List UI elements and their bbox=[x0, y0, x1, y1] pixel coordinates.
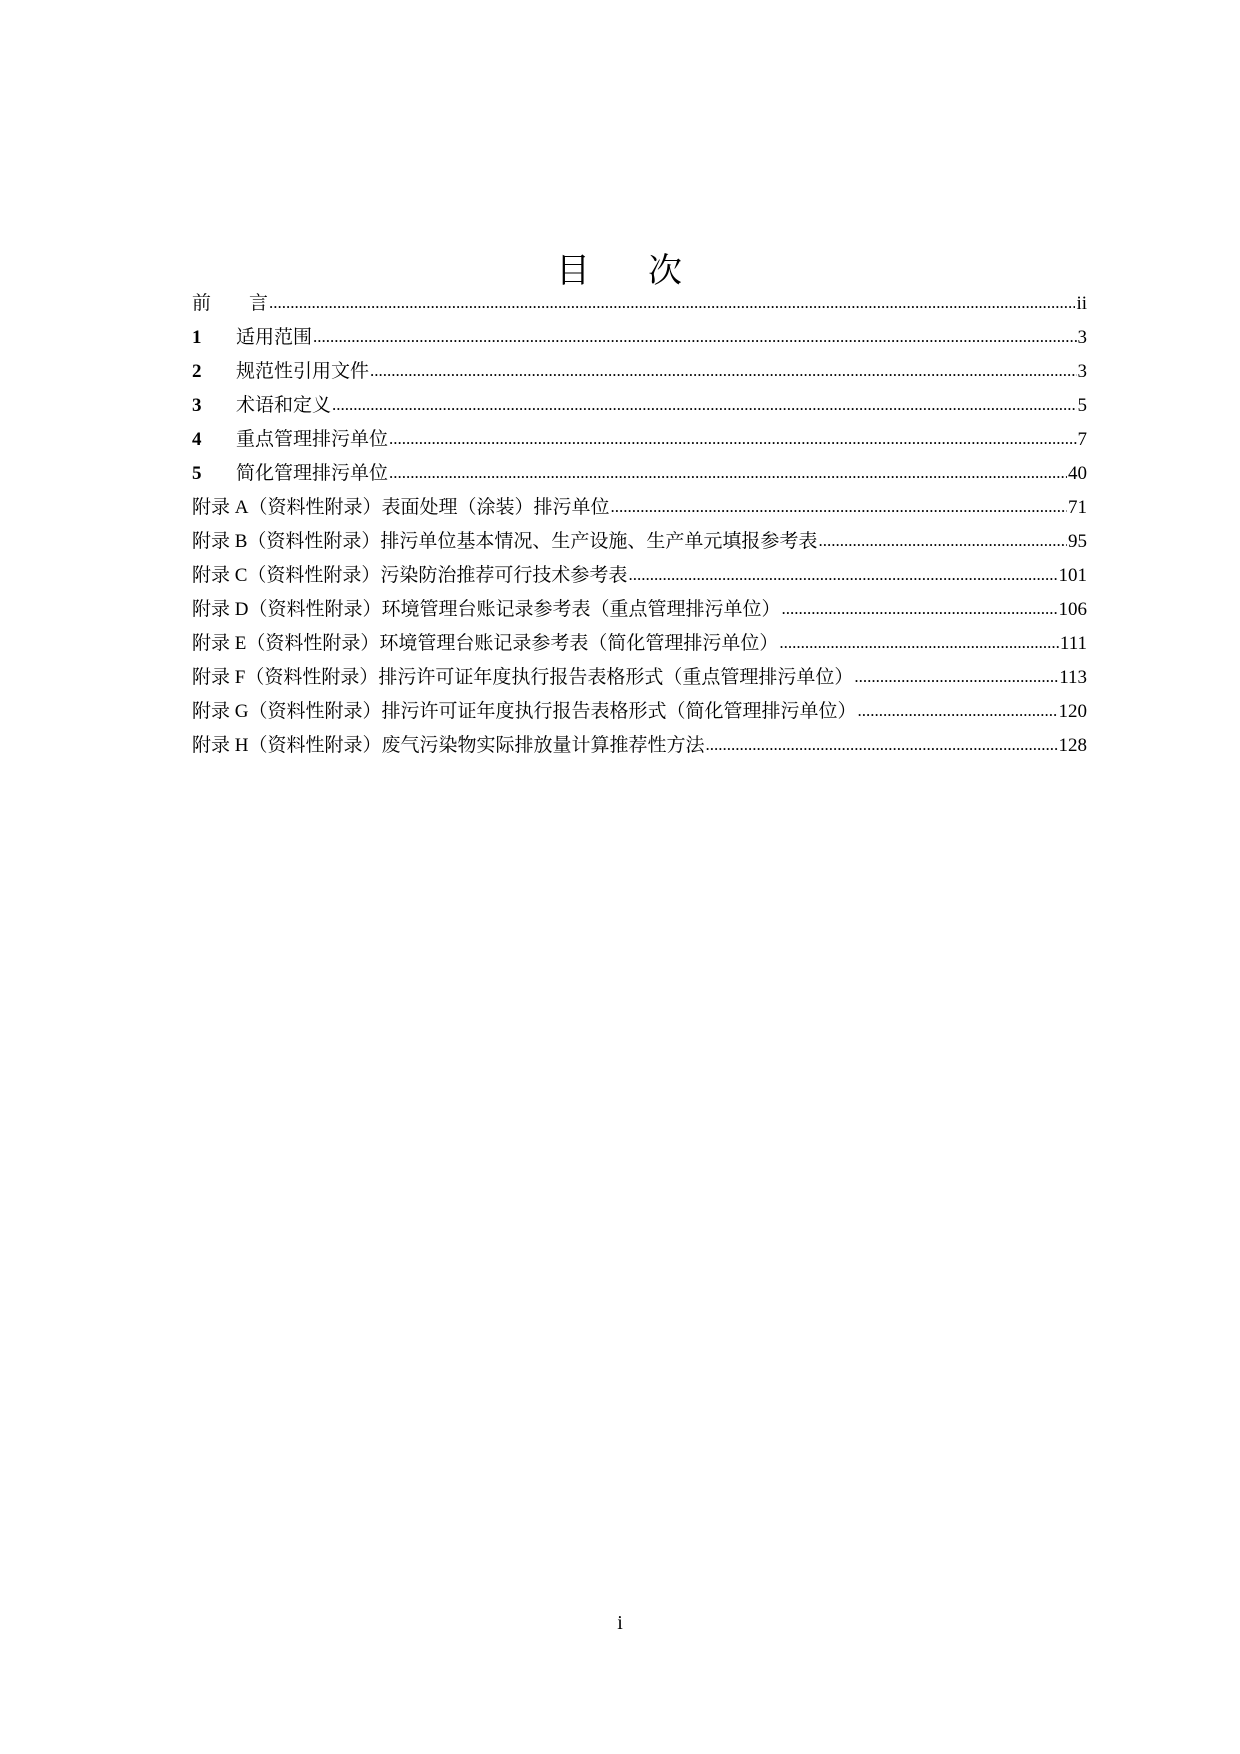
toc-item-page: 40 bbox=[1068, 463, 1087, 484]
toc-item-page: ii bbox=[1076, 293, 1087, 314]
toc-item-appendix-g[interactable] bbox=[192, 695, 1087, 729]
toc-item-normative-references[interactable] bbox=[192, 355, 1087, 389]
title-char-1: 目 bbox=[556, 250, 592, 291]
toc-item-appendix-a[interactable] bbox=[192, 491, 1087, 525]
toc-item-page: 106 bbox=[1058, 599, 1087, 620]
toc-dot-leader bbox=[854, 660, 1058, 694]
page-number: i bbox=[617, 1612, 623, 1634]
toc-item-label: 前 言 bbox=[192, 293, 269, 314]
toc-item-scope[interactable] bbox=[192, 321, 1087, 355]
toc-dot-leader bbox=[332, 388, 1076, 422]
toc-item-page: 113 bbox=[1059, 667, 1087, 688]
toc-item-simplified-management[interactable] bbox=[192, 457, 1087, 491]
title-char-2: 次 bbox=[648, 250, 684, 291]
toc-item-preface[interactable] bbox=[192, 287, 1087, 321]
toc-item-page: 71 bbox=[1068, 497, 1087, 518]
toc-item-label: 适用范围 bbox=[236, 327, 313, 348]
toc-item-number: 3 bbox=[192, 395, 202, 416]
toc-item-label: 附录 B（资料性附录）排污单位基本情况、生产设施、生产单元填报参考表 bbox=[192, 531, 818, 552]
toc-dot-leader bbox=[389, 422, 1076, 456]
toc-item-label: 附录 E（资料性附录）环境管理台账记录参考表（简化管理排污单位） bbox=[192, 633, 779, 654]
toc-item-page: 3 bbox=[1077, 327, 1087, 348]
toc-item-number: 2 bbox=[192, 361, 202, 382]
toc-item-page: 7 bbox=[1077, 429, 1087, 450]
toc-dot-leader bbox=[269, 286, 1075, 320]
toc-item-page: 111 bbox=[1059, 633, 1087, 654]
toc-item-appendix-f[interactable] bbox=[192, 661, 1087, 695]
toc-item-appendix-d[interactable] bbox=[192, 593, 1087, 627]
toc-dot-leader bbox=[610, 490, 1067, 524]
toc-dot-leader bbox=[857, 694, 1057, 728]
toc-item-label: 附录 F（资料性附录）排污许可证年度执行报告表格形式（重点管理排污单位） bbox=[192, 667, 854, 688]
toc-item-appendix-c[interactable] bbox=[192, 559, 1087, 593]
toc-item-label: 规范性引用文件 bbox=[236, 361, 370, 382]
toc-dot-leader bbox=[370, 354, 1076, 388]
page-title bbox=[0, 251, 1240, 291]
toc-item-appendix-b[interactable] bbox=[192, 525, 1087, 559]
toc-item-terms-definitions[interactable] bbox=[192, 389, 1087, 423]
toc-item-page: 101 bbox=[1058, 565, 1087, 586]
toc-item-label: 简化管理排污单位 bbox=[236, 463, 389, 484]
toc-item-label: 重点管理排污单位 bbox=[236, 429, 389, 450]
toc-dot-leader bbox=[818, 524, 1067, 558]
toc-item-label: 附录 C（资料性附录）污染防治推荐可行技术参考表 bbox=[192, 565, 628, 586]
toc-item-label: 附录 D（资料性附录）环境管理台账记录参考表（重点管理排污单位） bbox=[192, 599, 781, 620]
toc-item-page: 95 bbox=[1068, 531, 1087, 552]
toc-item-label: 附录 A（资料性附录）表面处理（涂装）排污单位 bbox=[192, 497, 610, 518]
toc-dot-leader bbox=[779, 626, 1059, 660]
toc-item-page: 128 bbox=[1058, 735, 1087, 756]
toc-item-page: 120 bbox=[1058, 701, 1087, 722]
toc-item-appendix-e[interactable] bbox=[192, 627, 1087, 661]
toc-item-number: 5 bbox=[192, 463, 202, 484]
table-of-contents bbox=[192, 287, 1087, 763]
toc-item-page: 3 bbox=[1077, 361, 1087, 382]
toc-item-key-management[interactable] bbox=[192, 423, 1087, 457]
toc-item-number: 1 bbox=[192, 327, 202, 348]
toc-dot-leader bbox=[705, 728, 1057, 762]
toc-dot-leader bbox=[389, 456, 1067, 490]
toc-item-label: 附录 H（资料性附录）废气污染物实际排放量计算推荐性方法 bbox=[192, 735, 705, 756]
toc-item-number: 4 bbox=[192, 429, 202, 450]
toc-item-label: 附录 G（资料性附录）排污许可证年度执行报告表格形式（简化管理排污单位） bbox=[192, 701, 857, 722]
toc-dot-leader bbox=[781, 592, 1057, 626]
toc-item-appendix-h[interactable] bbox=[192, 729, 1087, 763]
toc-dot-leader bbox=[628, 558, 1057, 592]
toc-item-label: 术语和定义 bbox=[236, 395, 332, 416]
toc-dot-leader bbox=[313, 320, 1076, 354]
toc-item-page: 5 bbox=[1077, 395, 1087, 416]
